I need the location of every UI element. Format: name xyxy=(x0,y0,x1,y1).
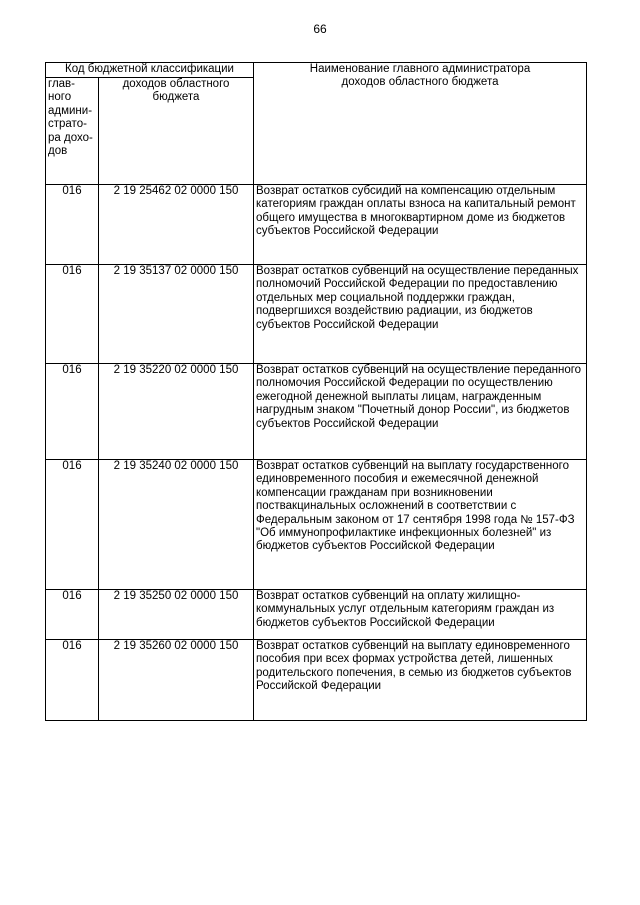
description-cell: Возврат остатков субсидий на компенсацию отдельным категориям граждан оплаты взноса на капитальный ремонт общего имущества в многоквартирном доме из бюджетов субъектов Российской Федерации xyxy=(254,185,587,265)
header-row-group xyxy=(46,63,587,78)
header-regional-income: доходов областного бюджета xyxy=(99,78,254,185)
budget-code-cell: 2 19 35220 02 0000 150 xyxy=(99,364,254,460)
description-cell: Возврат остатков субвенций на оплату жилищно-коммунальных услуг отдельным категориям граждан из бюджетов субъектов Российской Федерации xyxy=(254,590,587,640)
description-cell: Возврат остатков субвенций на осуществление переданного полномочия Российской Федерации по осуществлению ежегодной денежной выплаты лицам, награжденным нагрудным знаком "Почетный донор России", из бюджетов субъектов Российской Федерации xyxy=(254,364,587,460)
table-row xyxy=(46,364,587,460)
admin-code-cell: 016 xyxy=(46,185,99,265)
admin-code-cell: 016 xyxy=(46,265,99,364)
description-cell: Возврат остатков субвенций на осуществление переданных полномочий Российской Федерации по предоставлению отдельных мер социальной поддержки граждан, подвергшихся воздействию радиации, из бюджетов субъектов Российской Федерации xyxy=(254,265,587,364)
budget-classification-table xyxy=(45,62,587,721)
admin-code-cell: 016 xyxy=(46,640,99,721)
table-row xyxy=(46,460,587,590)
table-row xyxy=(46,640,587,721)
table-row xyxy=(46,265,587,364)
page-number: 66 xyxy=(313,22,327,36)
budget-code-cell: 2 19 35240 02 0000 150 xyxy=(99,460,254,590)
budget-code-cell: 2 19 35250 02 0000 150 xyxy=(99,590,254,640)
description-cell: Возврат остатков субвенций на выплату государственного единовременного пособия и ежемесячной денежной компенсации гражданам при возникновении поствакцинальных осложнений в соответствии с Федеральным законом от 17 сентября 1998 года № 157-ФЗ "Об иммунопрофилактике инфекционных болезней" из бюджетов субъектов Российской Федерации xyxy=(254,460,587,590)
budget-code-cell: 2 19 35137 02 0000 150 xyxy=(99,265,254,364)
description-cell: Возврат остатков субвенций на выплату единовременного пособия при всех формах устройства детей, лишенных родительского попечения, в семью из бюджетов субъектов Российской Федерации xyxy=(254,640,587,721)
admin-code-cell: 016 xyxy=(46,590,99,640)
header-classification-code: Код бюджетной классификации xyxy=(46,63,254,78)
budget-code-cell: 2 19 35260 02 0000 150 xyxy=(99,640,254,721)
header-chief-administrator: глав- ного админи- страто- ра дохо- дов xyxy=(46,78,99,185)
budget-code-cell: 2 19 25462 02 0000 150 xyxy=(99,185,254,265)
admin-code-cell: 016 xyxy=(46,460,99,590)
table-row xyxy=(46,185,587,265)
table-row xyxy=(46,590,587,640)
admin-code-cell: 016 xyxy=(46,364,99,460)
header-administrator-name: Наименование главного администратора доходов областного бюджета xyxy=(254,63,587,185)
